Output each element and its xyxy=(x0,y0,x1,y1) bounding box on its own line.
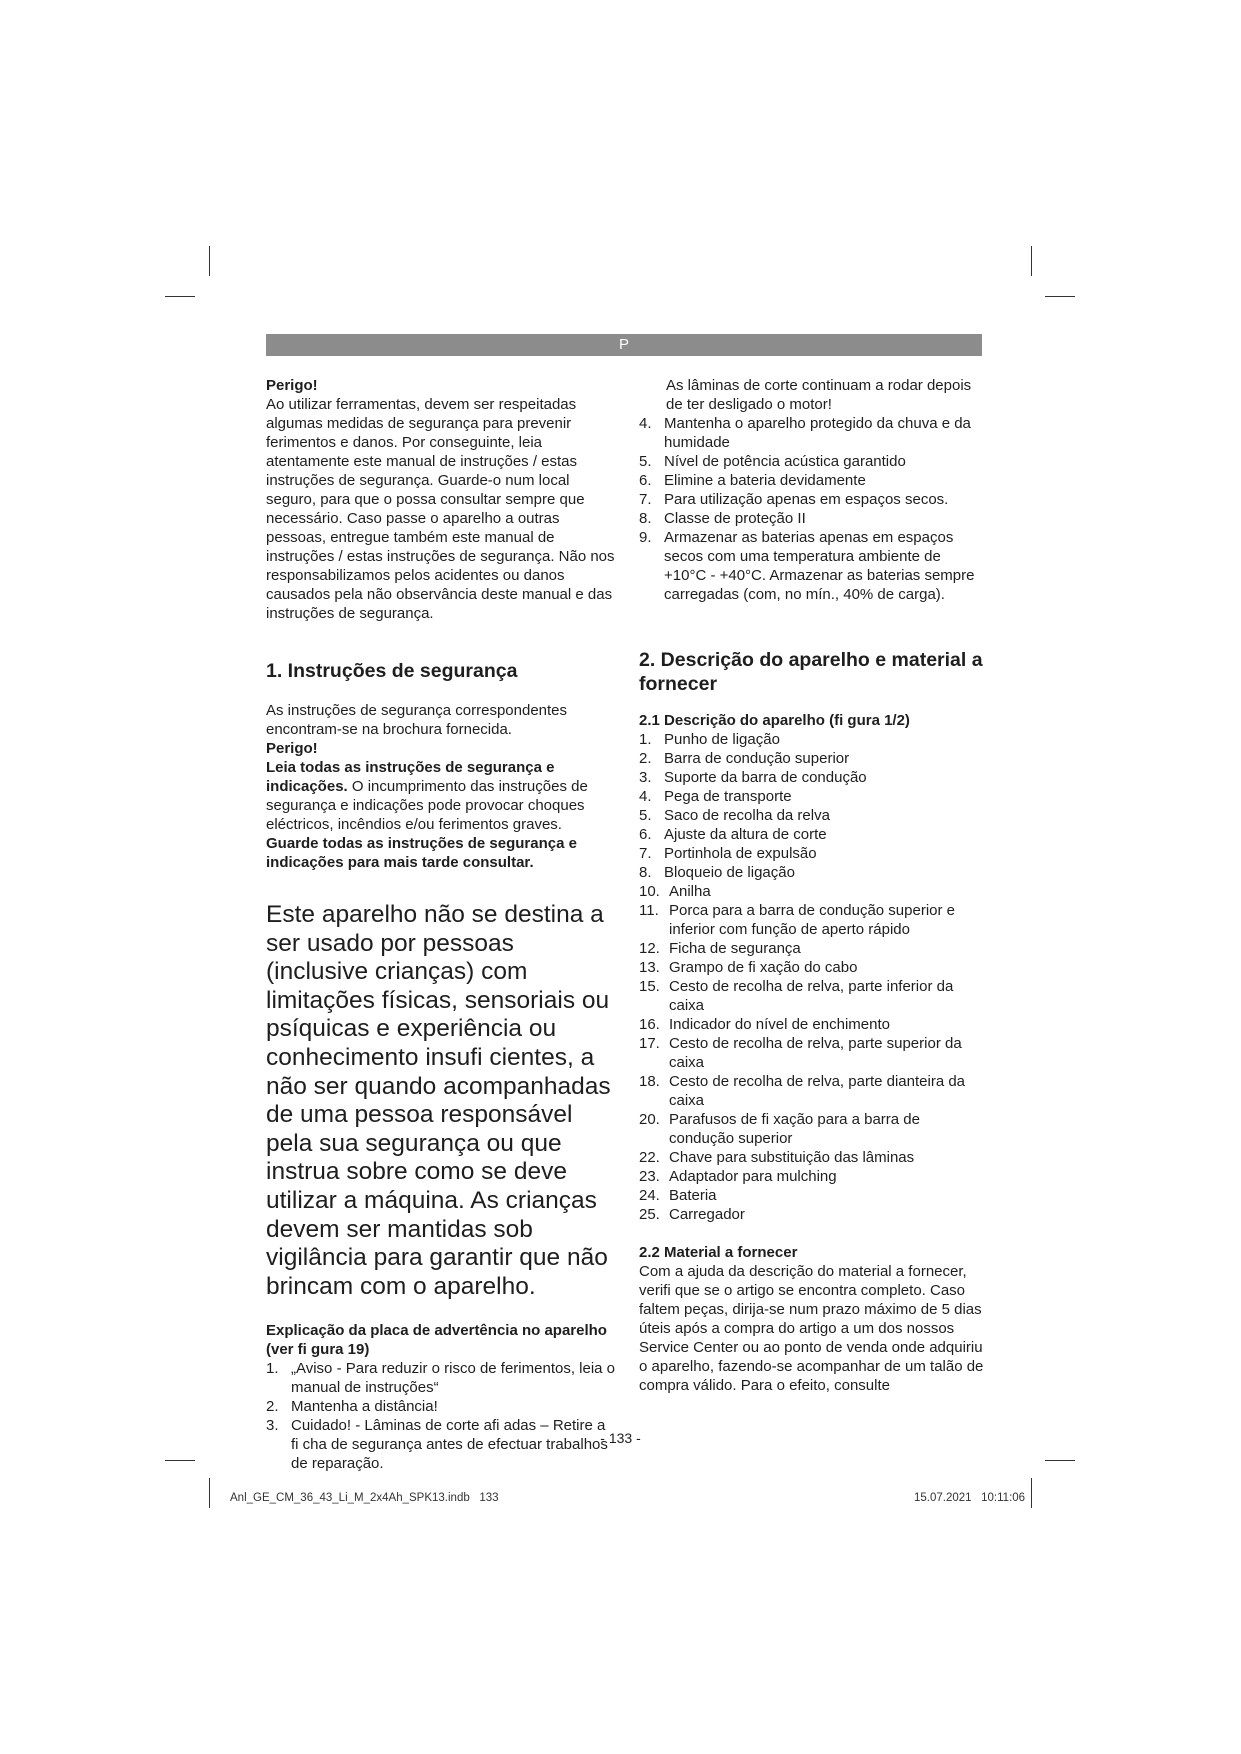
list-text: Armazenar as baterias apenas em espaços secos com uma temperatura ambiente de +10°C - +40°C. Armazenar as baterias sempre carregadas (com, no mín., 40% de carga). xyxy=(664,529,975,603)
list-item xyxy=(639,452,984,471)
list-item xyxy=(639,1110,984,1148)
list-text: Ficha de segurança xyxy=(669,940,801,957)
list-number: 4. xyxy=(639,788,652,805)
list-text: Parafusos de fi xação para a barra de condução superior xyxy=(669,1111,920,1147)
list-item xyxy=(639,730,984,749)
list-item xyxy=(639,1186,984,1205)
list-text: Nível de potência acústica garantido xyxy=(664,453,906,470)
list-text: Grampo de fi xação do cabo xyxy=(669,959,858,976)
file-name: Anl_GE_CM_36_43_Li_M_2x4Ah_SPK13.indb 133 xyxy=(230,1492,499,1504)
list-text: Barra de condução superior xyxy=(664,750,850,767)
list-text: „Aviso - Para reduzir o risco de ferimentos, leia o manual de instruções“ xyxy=(291,1360,616,1397)
list-item xyxy=(639,1167,984,1186)
read-instructions-bold: Leia todas as instruções de segurança e indicações. xyxy=(266,759,555,795)
list-number: 8. xyxy=(639,510,652,527)
list-text: Porca para a barra de condução superior e inferior com função de aperto rápido xyxy=(669,902,956,938)
crop-mark xyxy=(1031,246,1032,276)
list-number: 25. xyxy=(639,1206,660,1223)
list-text: Classe de proteção II xyxy=(664,510,806,527)
list-text: Cesto de recolha de relva, parte inferior da caixa xyxy=(669,978,954,1014)
list-number: 2. xyxy=(639,750,652,767)
list-text: Anilha xyxy=(669,883,711,900)
subsection-2-1-title: 2.1 Descrição do aparelho (fi gura 1/2) xyxy=(639,712,910,729)
list-number: 16. xyxy=(639,1016,660,1033)
list-text: Carregador xyxy=(669,1206,745,1223)
crop-mark xyxy=(1031,1478,1032,1508)
danger-title: Perigo! xyxy=(266,377,318,394)
list-item xyxy=(639,958,984,977)
list-number: 6. xyxy=(639,472,652,489)
list-text: Bloqueio de ligação xyxy=(664,864,795,881)
list-text: Cesto de recolha de relva, parte superior da caixa xyxy=(669,1035,962,1071)
parts-list xyxy=(639,730,984,1224)
list-item xyxy=(266,1359,616,1397)
list-text: Para utilização apenas em espaços secos. xyxy=(664,491,949,508)
list-item xyxy=(639,471,984,490)
list-number: 2. xyxy=(266,1398,279,1416)
list-text: Cesto de recolha de relva, parte dianteira da caixa xyxy=(669,1073,966,1109)
crop-mark xyxy=(1045,296,1075,297)
section-1-title: 1. Instruções de segurança xyxy=(266,660,518,682)
list-item xyxy=(639,768,984,787)
list-item xyxy=(639,414,984,452)
list-item xyxy=(639,939,984,958)
list-text: Portinhola de expulsão xyxy=(664,845,817,862)
crop-mark xyxy=(1045,1460,1075,1461)
warning-list xyxy=(266,1359,616,1473)
section-1-text: As instruções de segurança correspondentes encontram-se na brochura fornecida. xyxy=(266,702,568,738)
list-number: 5. xyxy=(639,807,652,824)
list-text: Bateria xyxy=(669,1187,717,1204)
intro-paragraph: Ao utilizar ferramentas, devem ser respeitadas algumas medidas de segurança para prevenir ferimentos e danos. Por conseguinte, leia atentamente este manual de instruções / estas instruções de segurança. Guarde-o num local seguro, para que o possa consultar sempre que necessário. Caso passe o aparelho a outras pessoas, entregue também este manual de instruções / estas instruções de segurança. Não nos responsabilizamos pelos acidentes ou danos causados pela não observância deste manual e das instruções de segurança. xyxy=(266,396,615,622)
list-item xyxy=(639,1034,984,1072)
right-column xyxy=(639,376,984,1395)
list-item xyxy=(639,977,984,1015)
list-number: 18. xyxy=(639,1073,660,1090)
print-date: 15.07.2021 10:11:06 xyxy=(914,1492,1026,1504)
subsection-2-2-title: 2.2 Material a fornecer xyxy=(639,1244,798,1261)
list-item xyxy=(639,528,984,604)
list-number: 22. xyxy=(639,1149,660,1166)
language-header-bar xyxy=(266,334,982,356)
list-item xyxy=(639,806,984,825)
list-text: Elimine a bateria devidamente xyxy=(664,472,866,489)
list-item xyxy=(639,490,984,509)
children-warning: Este aparelho não se destina a ser usado por pessoas (inclusive crianças) com limitações físicas, sensoriais ou psíquicas e experiência ou conhecimento insufi cientes, a não ser quando acompanhadas de uma pessoa responsável pela sua segurança ou que instrua sobre como se deve utilizar a máquina. As crianças devem ser mantidas sob vigilância para garantir que não brincam com o aparelho. xyxy=(266,901,611,1300)
list-item xyxy=(639,787,984,806)
list-item xyxy=(639,749,984,768)
list-item xyxy=(639,882,984,901)
list-item xyxy=(639,825,984,844)
subsection-2-2-text: Com a ajuda da descrição do material a fornecer, verifi que se o artigo se encontra completo. Caso faltem peças, dirija-se num prazo máximo de 5 dias úteis após a compra do artigo a um dos nossos Service Center ou ao ponto de venda onde adquiriu o aparelho, fazendo-se acompanhar de um talão de compra válido. Para o efeito, consulte xyxy=(639,1263,984,1394)
language-label: P xyxy=(618,336,629,353)
list-text: Pega de transporte xyxy=(664,788,792,805)
list-number: 6. xyxy=(639,826,652,843)
warning-list-continued xyxy=(639,414,984,604)
list-text: Indicador do nível de enchimento xyxy=(669,1016,890,1033)
list-number: 7. xyxy=(639,845,652,862)
list-text: Suporte da barra de condução xyxy=(664,769,867,786)
list-number: 1. xyxy=(639,731,652,748)
list-text: Punho de ligação xyxy=(664,731,780,748)
list-number: 7. xyxy=(639,491,652,508)
list-number: 10. xyxy=(639,883,660,900)
read-instructions-paragraph xyxy=(266,758,616,834)
list-number: 13. xyxy=(639,959,660,976)
list-text: Adaptador para mulching xyxy=(669,1168,837,1185)
list-item xyxy=(639,1015,984,1034)
list-text: Cuidado! - Lâminas de corte afi adas – Retire a fi cha de segurança antes de efectuar trabalhos de reparação. xyxy=(291,1417,608,1473)
keep-instructions: Guarde todas as instruções de segurança e indicações para mais tarde consultar. xyxy=(266,835,577,871)
list-number: 9. xyxy=(639,529,652,546)
page-number: - 133 - xyxy=(600,1430,641,1446)
list-number: 1. xyxy=(266,1360,279,1378)
list-item xyxy=(639,844,984,863)
list-text: Saco de recolha da relva xyxy=(664,807,830,824)
continued-warning: As lâminas de corte continuam a rodar depois de ter desligado o motor! xyxy=(666,377,972,413)
list-number: 12. xyxy=(639,940,660,957)
list-text: Chave para substituição das lâminas xyxy=(669,1149,915,1166)
list-item xyxy=(639,1072,984,1110)
crop-mark xyxy=(165,1460,195,1461)
list-number: 8. xyxy=(639,864,652,881)
list-number: 20. xyxy=(639,1111,660,1128)
list-number: 23. xyxy=(639,1168,660,1185)
section-2-title: 2. Descrição do aparelho e material a fornecer xyxy=(639,649,983,695)
crop-mark xyxy=(209,246,210,276)
list-number: 4. xyxy=(639,415,652,432)
list-item xyxy=(639,1205,984,1224)
read-instructions-normal: O incumprimento das instruções de segurança e indicações pode provocar choques eléctricos, incêndios e/ou ferimentos graves. xyxy=(266,778,588,833)
list-text: Mantenha a distância! xyxy=(291,1398,438,1416)
list-item xyxy=(639,1148,984,1167)
list-number: 5. xyxy=(639,453,652,470)
crop-mark xyxy=(209,1478,210,1508)
list-item xyxy=(266,1397,616,1416)
list-number: 24. xyxy=(639,1187,660,1204)
left-column xyxy=(266,376,616,1473)
list-item xyxy=(639,509,984,528)
list-item xyxy=(639,863,984,882)
crop-mark xyxy=(165,296,195,297)
list-text: Mantenha o aparelho protegido da chuva e da humidade xyxy=(664,415,971,451)
list-number: 15. xyxy=(639,978,660,995)
list-number: 3. xyxy=(639,769,652,786)
warning-plate-title: Explicação da placa de advertência no aparelho (ver fi gura 19) xyxy=(266,1322,607,1359)
list-text: Ajuste da altura de corte xyxy=(664,826,827,843)
list-number: 17. xyxy=(639,1035,660,1052)
danger-title-2: Perigo! xyxy=(266,740,318,757)
list-number: 3. xyxy=(266,1417,279,1435)
list-number: 11. xyxy=(639,902,659,919)
list-item xyxy=(639,901,984,939)
